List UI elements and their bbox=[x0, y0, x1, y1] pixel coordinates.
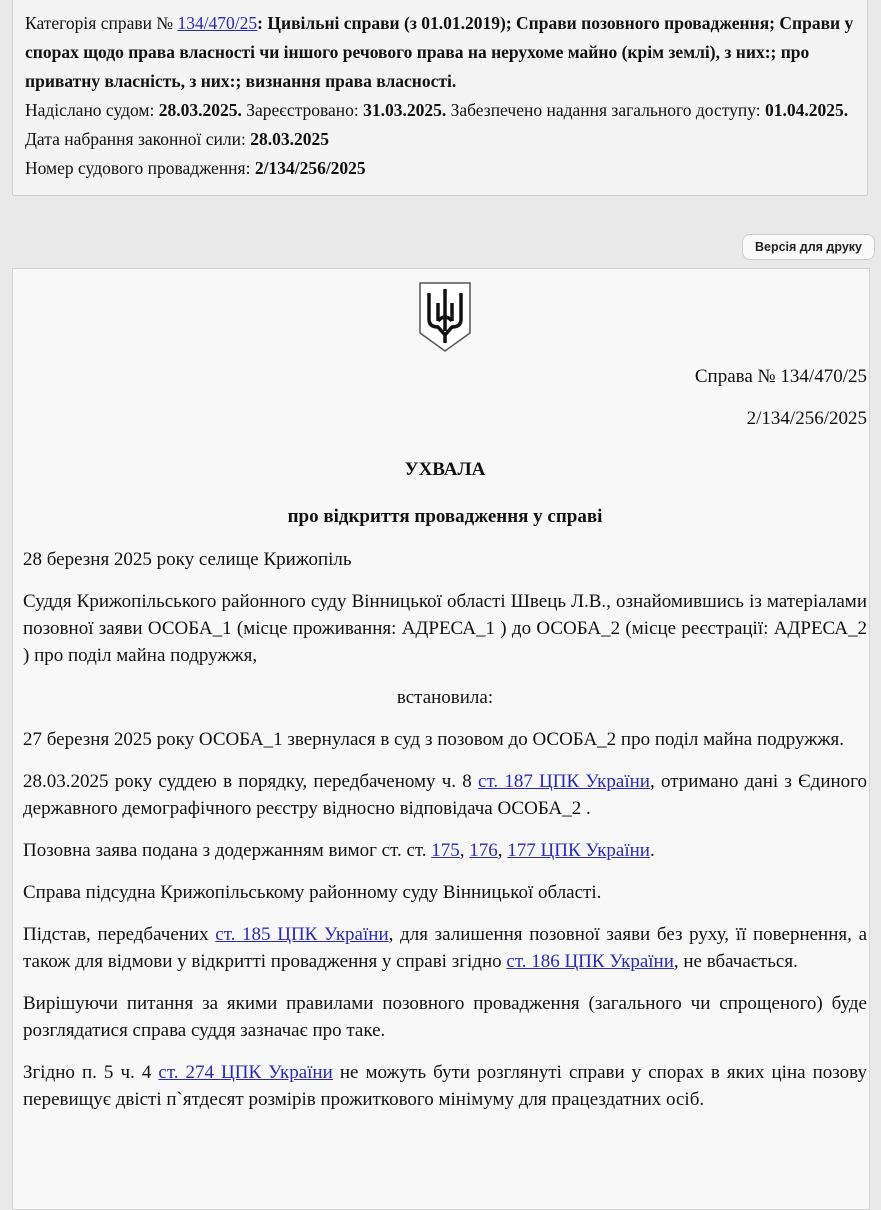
law-link[interactable]: ст. 187 ЦПК України bbox=[478, 771, 650, 792]
coat-of-arms-icon bbox=[418, 281, 472, 353]
print-version-button[interactable]: Версія для друку bbox=[742, 234, 875, 260]
date-place: 28 березня 2025 року селище Крижопіль bbox=[23, 549, 352, 570]
category-text: : Цивільні справи (з 01.01.2019); Справи позовного провадження; Справи у спорах щодо права власності чи іншого речового права на нерухоме майно (крім землі), з них:; про приватну власність, з них:; визнання права власності. bbox=[25, 13, 854, 91]
paragraph: Вирішуючи питання за якими правилами позовного провадження (загального чи спрощеного) буде розглядатися справа суддя зазначає про таке. bbox=[23, 993, 867, 1041]
paragraph: 27 березня 2025 року ОСОБА_1 звернулася в суд з позовом до ОСОБА_2 про поділ майна подружжя. bbox=[23, 729, 845, 750]
document-title: УХВАЛА bbox=[404, 459, 486, 480]
paragraph: Позовна заява подана з додержанням вимог ст. ст. 175, 176, 177 ЦПК України. bbox=[23, 840, 655, 861]
law-link[interactable]: ст. 185 ЦПК України bbox=[215, 924, 389, 945]
document-subtitle: про відкриття провадження у справі bbox=[287, 506, 603, 527]
case-info-panel bbox=[12, 0, 868, 196]
law-link[interactable]: ст. 186 ЦПК України bbox=[506, 951, 674, 972]
law-link[interactable]: 175 bbox=[431, 840, 460, 861]
proceeding-number: Номер судового провадження: 2/134/256/2025 bbox=[25, 158, 366, 178]
case-number: Справа № 134/470/25 bbox=[694, 366, 867, 387]
law-link[interactable]: 177 ЦПК України bbox=[507, 840, 650, 861]
paragraph: Справа підсудна Крижопільському районному суду Вінницької області. bbox=[23, 882, 602, 903]
paragraph: Згідно п. 5 ч. 4 ст. 274 ЦПК України не можуть бути розглянуті справи у спорах в яких ціна позову перевищує двісті п`ятдесят розмірів прожиткового мінімуму для працездатних осіб. bbox=[23, 1062, 867, 1110]
law-link[interactable]: ст. 274 ЦПК України bbox=[158, 1062, 333, 1083]
case-category: Категорія справи № 134/470/25: Цивільні справи (з 01.01.2019); Справи позовного провадження; Справи у спорах щодо права власності чи іншого речового права на нерухоме майно (крім землі), з них:; про приватну власність, з них:; визнання права власності. bbox=[25, 13, 854, 91]
paragraph: Суддя Крижопільського районного суду Вінницької області Швець Л.В., ознайомившись із матеріалами позовної заяви ОСОБА_1 (місце проживання: АДРЕСА_1 ) до ОСОБА_2 (місце реєстрації: АДРЕСА_2 ) про поділ майна подружжя, bbox=[23, 591, 867, 666]
proceeding-number-doc: 2/134/256/2025 bbox=[746, 408, 867, 429]
document-body bbox=[12, 268, 870, 1210]
established-heading: встановила: bbox=[396, 687, 494, 708]
legal-force-date: Дата набрання законної сили: 28.03.2025 bbox=[25, 129, 329, 149]
paragraph: 28.03.2025 року суддею в порядку, передбаченому ч. 8 ст. 187 ЦПК України, отримано дані з Єдиного державного демографічного реєстру відносно відповідача ОСОБА_2 . bbox=[23, 771, 868, 819]
case-number-link[interactable]: 134/470/25 bbox=[177, 13, 258, 33]
law-link[interactable]: 176 bbox=[469, 840, 498, 861]
paragraph: Підстав, передбачених ст. 185 ЦПК України, для залишення позовної заяви без руху, її повернення, а також для відмови у відкритті провадження у справі згідно ст. 186 ЦПК України, не вбачається. bbox=[23, 924, 868, 972]
case-dates: Надіслано судом: 28.03.2025. Зареєстровано: 31.03.2025. Забезпечено надання загального доступу: 01.04.2025. bbox=[25, 100, 849, 120]
